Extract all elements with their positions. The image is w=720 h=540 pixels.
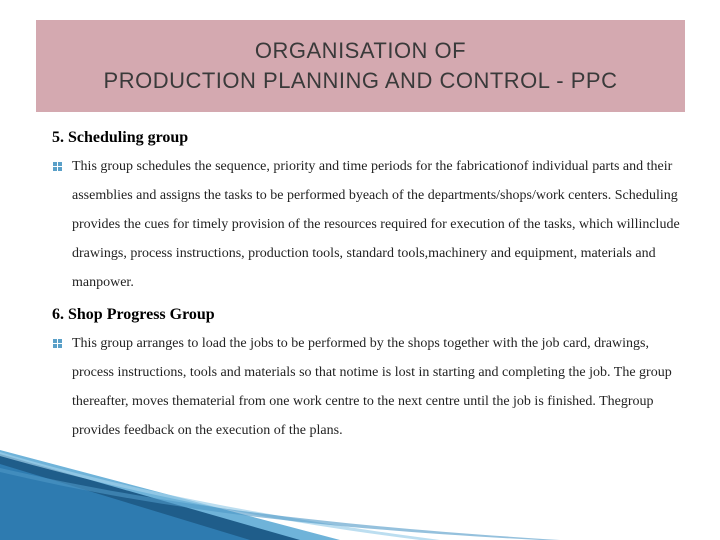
section-heading: 5. Scheduling group [52,129,189,146]
slide-content [52,124,692,449]
bullet-text: This group schedules the sequence, priority and time periods for the fabricationof individual parts and their assemblies and assigns the tasks to be performed byeach of the departments/shops/work centers. Scheduling provides the cues for timely provision of the resources required for execution of the tasks, which willinclude drawings, process instructions, production tools, standard tools,machinery and equipment, materials and manpower. [72,159,680,290]
page-title-line-2: PRODUCTION PLANNING AND CONTROL - PPC [103,68,618,93]
bullet-text: This group arranges to load the jobs to be performed by the shops together with the job card, drawings, process instructions, tools and materials so that notime is lost in starting and completing the job. The group thereafter, moves thematerial from one work centre to the next centre until the job is finished. Thegroup provides feedback on the execution of the plans. [72,336,672,438]
decorative-wave-footer [0,450,720,540]
section-shop-progress-group [52,301,692,445]
title-band [36,20,685,112]
section-heading: 6. Shop Progress Group [52,306,215,323]
square-bullet-icon [52,152,64,181]
bullet-item [52,329,692,445]
page-title-line-1: ORGANISATION OF [254,38,467,63]
section-scheduling-group [52,124,692,297]
bullet-item [52,152,692,297]
square-bullet-icon [52,329,64,358]
